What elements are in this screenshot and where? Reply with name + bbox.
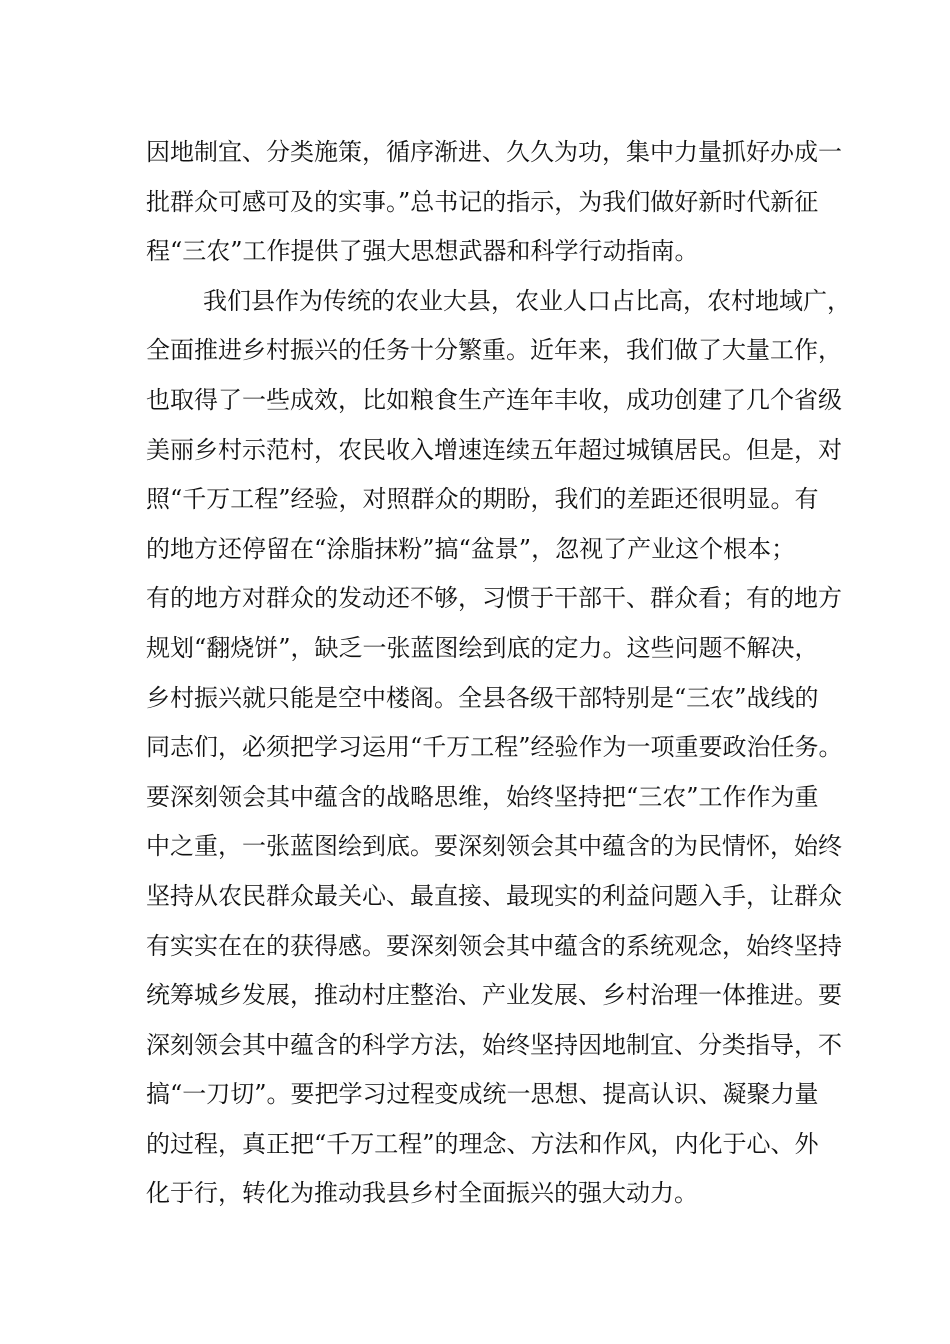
text-line: 有实实在在的获得感。要深刻领会其中蕴含的系统观念，始终坚持 bbox=[146, 931, 842, 960]
text-line: 要深刻领会其中蕴含的战略思维，始终坚持把“三农”工作作为重 bbox=[146, 782, 819, 811]
body-text bbox=[146, 128, 851, 1219]
text-line: 乡村振兴就只能是空中楼阁。全县各级干部特别是“三农”战线的 bbox=[146, 683, 819, 712]
text-line: 搞“一刀切”。要把学习过程变成统一思想、提高认识、凝聚力量 bbox=[146, 1080, 819, 1109]
text-line: 深刻领会其中蕴含的科学方法，始终坚持因地制宜、分类指导，不 bbox=[146, 1030, 842, 1059]
text-line: 批群众可感可及的实事。”总书记的指示，为我们做好新时代新征 bbox=[146, 187, 819, 216]
paragraph-first-line: 我们县作为传统的农业大县，农业人口占比高，农村地域广， bbox=[203, 286, 851, 315]
text-line: 也取得了一些成效，比如粮食生产连年丰收，成功创建了几个省级 bbox=[146, 385, 842, 414]
text-line: 美丽乡村示范村，农民收入增速连续五年超过城镇居民。但是，对 bbox=[146, 435, 842, 464]
text-line: 程“三农”工作提供了强大思想武器和科学行动指南。 bbox=[146, 237, 699, 266]
text-line: 有的地方对群众的发动还不够，习惯于干部干、群众看；有的地方 bbox=[146, 584, 842, 613]
text-line: 照“千万工程”经验，对照群众的期盼，我们的差距还很明显。有 bbox=[146, 485, 819, 514]
text-line: 规划“翻烧饼”，缺乏一张蓝图绘到底的定力。这些问题不解决， bbox=[146, 633, 819, 662]
text-line: 化于行，转化为推动我县乡村全面振兴的强大动力。 bbox=[146, 1179, 698, 1208]
text-line: 同志们，必须把学习运用“千万工程”经验作为一项重要政治任务。 bbox=[146, 733, 843, 762]
text-line: 坚持从农民群众最关心、最直接、最现实的利益问题入手，让群众 bbox=[146, 881, 842, 910]
text-line: 的地方还停留在“涂脂抹粉”搞“盆景”，忽视了产业这个根本； bbox=[146, 534, 796, 563]
text-line: 中之重，一张蓝图绘到底。要深刻领会其中蕴含的为民情怀，始终 bbox=[146, 832, 842, 861]
text-line: 的过程，真正把“千万工程”的理念、方法和作风，内化于心、外 bbox=[146, 1129, 819, 1158]
text-line: 统筹城乡发展，推动村庄整治、产业发展、乡村治理一体推进。要 bbox=[146, 981, 842, 1010]
text-line: 因地制宜、分类施策，循序渐进、久久为功，集中力量抓好办成一 bbox=[146, 138, 842, 166]
text-line: 全面推进乡村振兴的任务十分繁重。近年来，我们做了大量工作， bbox=[146, 336, 842, 365]
